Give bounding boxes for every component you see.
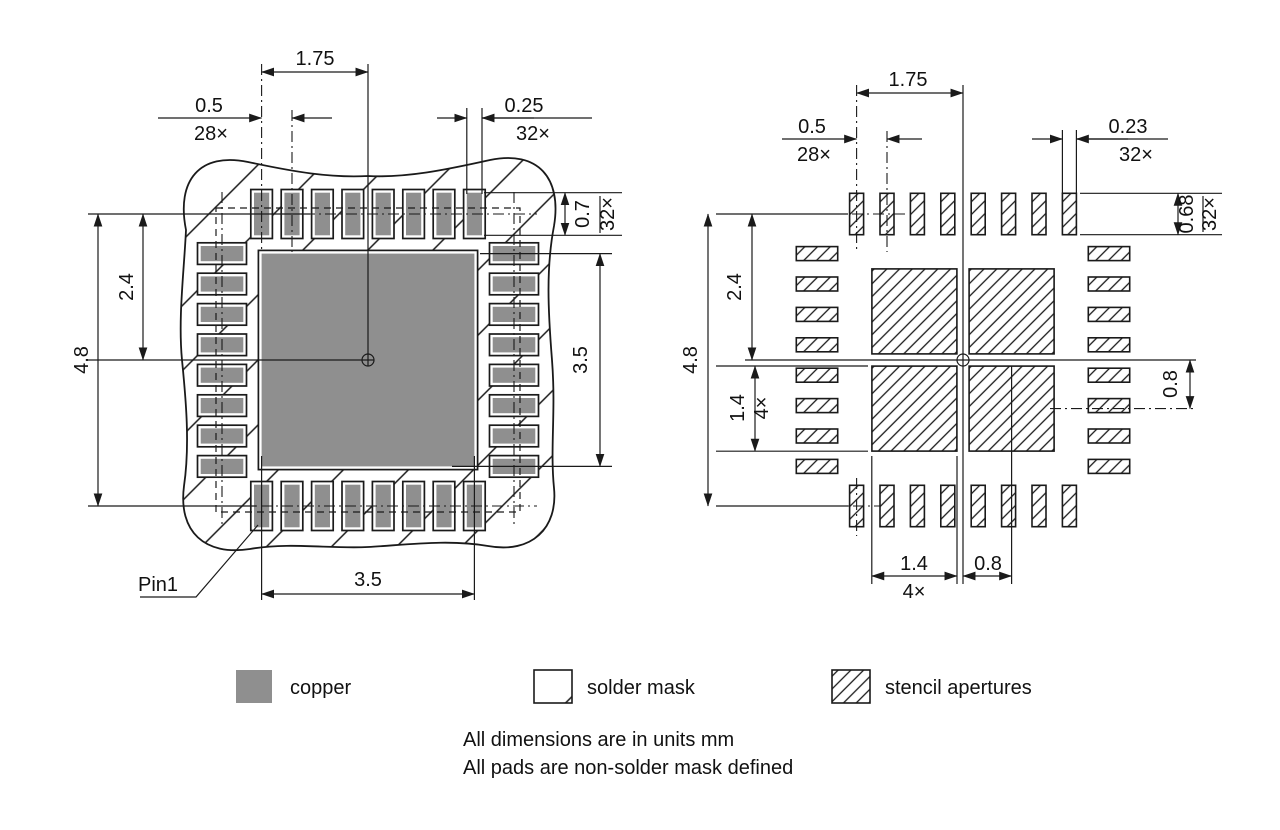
dim-label: 4.8	[71, 346, 93, 374]
pin1-label: Pin1	[138, 574, 179, 596]
notes	[463, 729, 793, 779]
dim-right-aperture-length	[1080, 193, 1222, 234]
dim-label: 1.75	[888, 69, 928, 91]
dim-label: 2.4	[116, 273, 138, 301]
dim-qty-label: 4×	[751, 396, 773, 420]
dim-qty-label: 28×	[194, 123, 228, 145]
dim-label: 1.4	[727, 394, 749, 422]
dim-label: 0.5	[798, 116, 826, 138]
dim-qty-label: 32×	[597, 197, 619, 231]
copper-legend-label: copper	[290, 677, 352, 699]
dim-label: 0.5	[195, 95, 223, 117]
dim-label: 3.5	[354, 569, 382, 591]
stencil-swatch	[832, 670, 870, 703]
dim-qty-label: 4×	[902, 581, 926, 603]
stencil-aperture-view	[680, 69, 1222, 603]
dim-label: 1.75	[295, 48, 335, 70]
solder-mask-legend-label: solder mask	[587, 677, 695, 699]
dim-qty-label: 32×	[1119, 144, 1153, 166]
dim-right-thermal-aperture-left	[716, 366, 868, 451]
note-mask-defined: All pads are non-solder mask defined	[463, 757, 794, 779]
dim-right-aperture-width	[1032, 116, 1168, 194]
dim-label: 0.23	[1108, 116, 1148, 138]
dim-right-thermal-aperture-bottom	[872, 456, 957, 603]
legend	[236, 670, 1032, 703]
dim-right-half-span	[724, 214, 752, 360]
dim-qty-label: 28×	[797, 144, 831, 166]
dim-qty-label: 32×	[1199, 197, 1221, 231]
dim-label: 4.8	[680, 346, 702, 374]
dim-label: 0.8	[1160, 370, 1182, 398]
dim-label: 0.68	[1176, 194, 1198, 234]
dim-qty-label: 32×	[516, 123, 550, 145]
note-units: All dimensions are in units mm	[463, 729, 735, 751]
solder-mask-swatch	[534, 670, 572, 703]
dim-label: 0.25	[504, 95, 544, 117]
dim-label: 1.4	[900, 553, 928, 575]
dim-label: 3.5	[570, 346, 592, 374]
dim-label: 2.4	[724, 273, 746, 301]
copper-solder-mask-view	[71, 48, 622, 600]
copper-swatch	[236, 670, 272, 703]
dim-label: 0.7	[572, 200, 594, 228]
dim-label: 0.8	[974, 553, 1002, 575]
stencil-legend-label: stencil apertures	[885, 677, 1032, 699]
